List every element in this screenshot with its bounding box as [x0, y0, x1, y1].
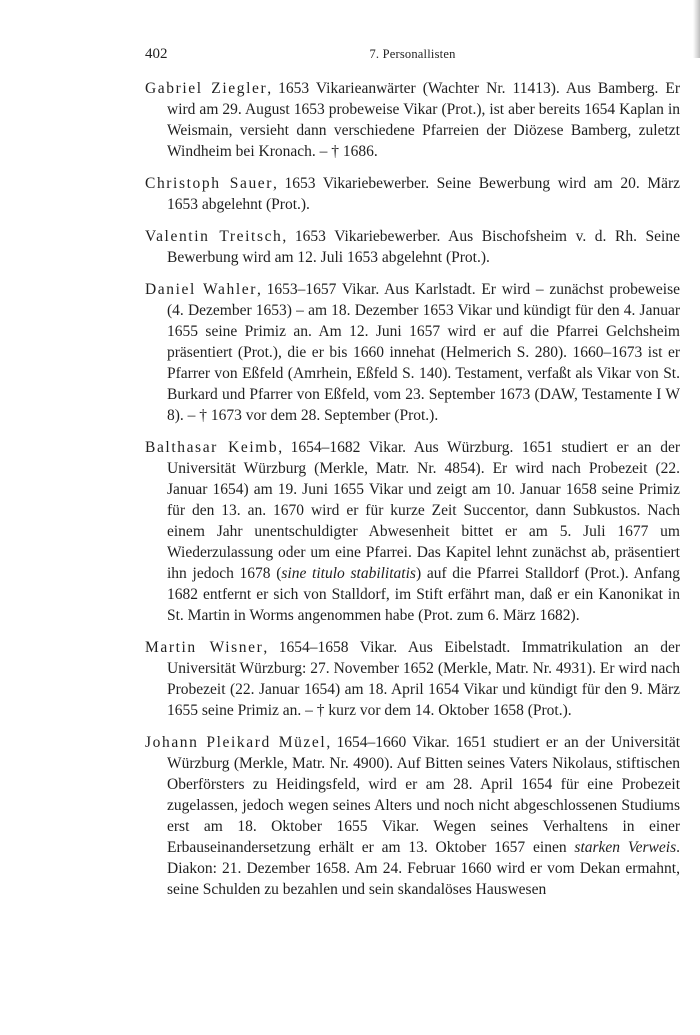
page-number: 402	[145, 46, 168, 62]
entry-text: , 1654–1660 Vikar. 1651 studiert er an der Universität Würzburg (Merkle, Matr. Nr. 4900). Auf Bitten seines Vaters Nikolaus, stiftischen Oberförsters zu Heidingsfeld, wird er am 28. April 1654 für eine Probezeit zugelassen, jedoch wegen seines Alters und noch nicht abgeschlossenen Studiums erst am 18. Oktober 1655 Vikar. Wegen seines Verhaltens in einer Erbauseinandersetzung erhält er am 13. Oktober 1657 einen	[167, 734, 681, 856]
entry-name: Balthasar Keimb	[145, 439, 279, 456]
entry-text: , 1654–1658 Vikar. Aus Eibelstadt. Immatrikulation an der Universität Würzburg: 27. November 1652 (Merkle, Matr. Nr. 4931). Er wird nach Probezeit (22. Januar 1654) am 18. April 1654 Vikar und kündigt für den 9. März 1655 seine Primiz an. – † kurz vor dem 14. Oktober 1658 (Prot.).	[167, 639, 680, 719]
entry-name: Johann Pleikard Müzel	[145, 734, 327, 751]
entry-gabriel-ziegler	[145, 78, 680, 162]
entry-name: Valentin Treitsch	[145, 228, 283, 245]
entry-text-continued: . Diakon: 21. Dezember 1658. Am 24. Februar 1660 wird er vom Dekan ermahnt, seine Schulden zu bezahlen und sein skandalöses Hauswesen	[167, 839, 680, 898]
personnel-list	[145, 78, 680, 911]
entry-martin-wisner	[145, 637, 680, 721]
entry-text: , 1653–1657 Vikar. Aus Karlstadt. Er wird – zunächst probeweise (4. Dezember 1653) – am 18. Dezember 1653 Vikar und kündigt für den 4. Januar 1655 seine Primiz an. Am 12. Juni 1657 wird er auf die Pfarrei Gelchsheim präsentiert (Prot.), die er bis 1660 innehat (Helmerich S. 280). 1660–1673 ist er Pfarrer von Eßfeld (Amrhein, Eßfeld S. 140). Testament, verfaßt als Vikar von St. Burkard und Pfarrer von Eßfeld, vom 23. September 1673 (DAW, Testamente I W 8). – † 1673 vor dem 28. September (Prot.).	[167, 281, 680, 424]
entry-name: Daniel Wahler	[145, 281, 257, 298]
entry-text: , 1653 Vikariebewerber. Aus Bischofsheim v. d. Rh. Seine Bewerbung wird am 12. Juli 1653 abgelehnt (Prot.).	[167, 228, 680, 266]
entry-name: Gabriel Ziegler	[145, 80, 268, 97]
section-title: 7. Personallisten	[369, 47, 456, 61]
entry-johann-pleikard-muezel	[145, 732, 680, 900]
page-edge-shadow	[693, 0, 700, 58]
entry-text: , 1653 Vikarieanwärter (Wachter Nr. 11413). Aus Bamberg. Er wird am 29. August 1653 probeweise Vikar (Prot.), ist aber bereits 1654 Kaplan in Weismain, versieht dann verschiedene Pfarreien der Diözese Bamberg, zuletzt Windheim bei Kronach. – † 1686.	[167, 80, 680, 160]
entry-italic-text: starken Verweis	[574, 839, 677, 856]
entry-valentin-treitsch	[145, 226, 680, 268]
entry-daniel-wahler	[145, 279, 680, 426]
entry-italic-text: sine titulo stabilitatis	[281, 565, 416, 582]
entry-text: , 1654–1682 Vikar. Aus Würzburg. 1651 studiert er an der Universität Würzburg (Merkle, Matr. Nr. 4854). Er wird nach Probezeit (22. Januar 1654) am 19. Juni 1655 Vikar und zeigt am 10. Januar 1658 seine Primiz für den 13. an. 1670 wird er für kurze Zeit Succentor, dann Subkustos. Nach einem Jahr unentschuldigter Abwesenheit bittet er am 5. Juli 1677 um Wiederzulassung oder um eine Pfarrei. Das Kapitel lehnt zunächst ab, präsentiert ihn jedoch 1678 (	[167, 439, 680, 582]
entry-text: , 1653 Vikariebewerber. Seine Bewerbung wird am 20. März 1653 abgelehnt (Prot.).	[167, 175, 680, 213]
entry-balthasar-keimb	[145, 437, 680, 626]
entry-christoph-sauer	[145, 173, 680, 215]
entry-name: Christoph Sauer	[145, 175, 274, 192]
entry-text-continued: ) auf die Pfarrei Stalldorf (Prot.). Anfang 1682 entfernt er sich von Stalldorf, im Stift erfährt man, daß er ein Kanonikat in St. Martin in Worms angenommen habe (Prot. zum 6. März 1682).	[167, 565, 680, 624]
running-header	[145, 46, 680, 66]
entry-name: Martin Wisner	[145, 639, 264, 656]
